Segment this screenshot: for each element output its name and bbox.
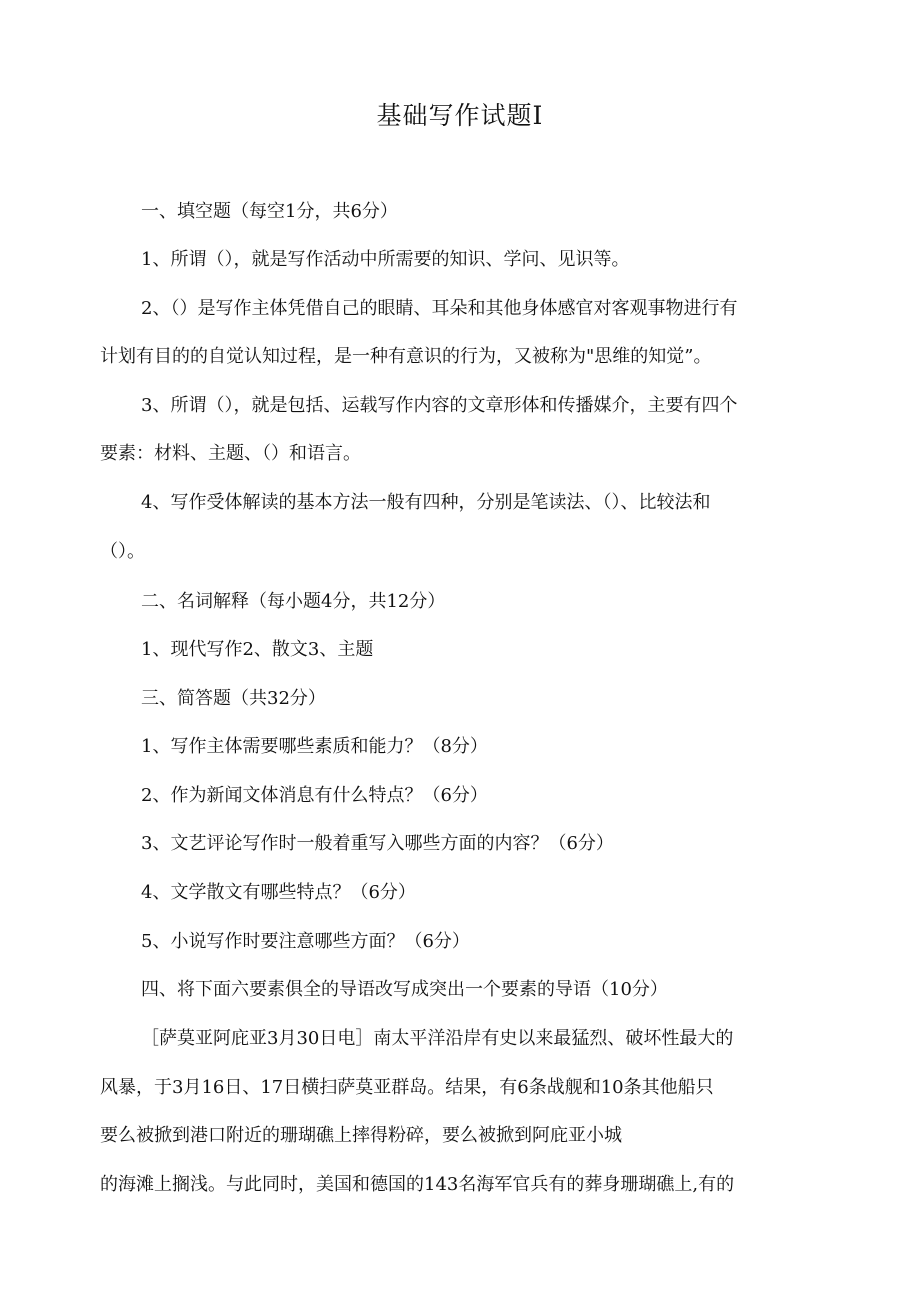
question-text: （）。 — [100, 541, 145, 562]
question-text: 2、作为新闻文体消息有什么特点？（6分） — [141, 785, 488, 806]
page-title: 基础写作试题Ⅰ — [376, 101, 544, 130]
section-heading-short-answer: 三、简答题（共32分） — [141, 688, 326, 709]
passage-text: 风暴，于3月16日、17日横扫萨莫亚群岛。结果，有6条战舰和10条其他船只 — [100, 1077, 714, 1098]
question-text: 1、现代写作2、散文3、主题 — [141, 639, 374, 660]
question-text: 要素：材料、主题、（）和语言。 — [100, 443, 361, 464]
question-text: 2、（）是写作主体凭借自己的眼睛、耳朵和其他身体感官对客观事物进行有 — [141, 298, 738, 319]
passage-text: ［萨莫亚阿庇亚3月30日电］南太平洋沿岸有史以来最猛烈、破坏性最大的 — [141, 1028, 734, 1049]
question-text: 1、写作主体需要哪些素质和能力？（8分） — [141, 736, 488, 757]
passage-text: 要么被掀到港口附近的珊瑚礁上摔得粉碎，要么被掀到阿庇亚小城 — [100, 1125, 622, 1146]
question-text: 4、文学散文有哪些特点？（6分） — [141, 882, 416, 903]
question-text: 3、所谓（），就是包括、运载写作内容的文章形体和传播媒介，主要有四个 — [141, 395, 738, 416]
question-text: 5、小说写作时要注意哪些方面？（6分） — [141, 931, 470, 952]
question-text: 3、文艺评论写作时一般着重写入哪些方面的内容？（6分） — [141, 833, 614, 854]
question-text: 计划有目的的自觉认知过程，是一种有意识的行为，又被称为"思维的知觉”。 — [100, 346, 712, 367]
question-text: 4、写作受体解读的基本方法一般有四种，分别是笔读法、（）、比较法和 — [141, 492, 711, 513]
passage-text: 的海滩上搁浅。与此同时，美国和德国的143名海军官兵有的葬身珊瑚礁上,有的 — [100, 1174, 735, 1195]
section-heading-fill-in: 一、填空题（每空1分，共6分） — [141, 201, 398, 222]
section-heading-terms: 二、名词解释（每小题4分，共12分） — [141, 591, 446, 612]
section-heading-rewrite: 四、将下面六要素俱全的导语改写成突出一个要素的导语（10分） — [141, 979, 668, 1000]
question-text: 1、所谓（），就是写作活动中所需要的知识、学问、见识等。 — [141, 249, 630, 270]
